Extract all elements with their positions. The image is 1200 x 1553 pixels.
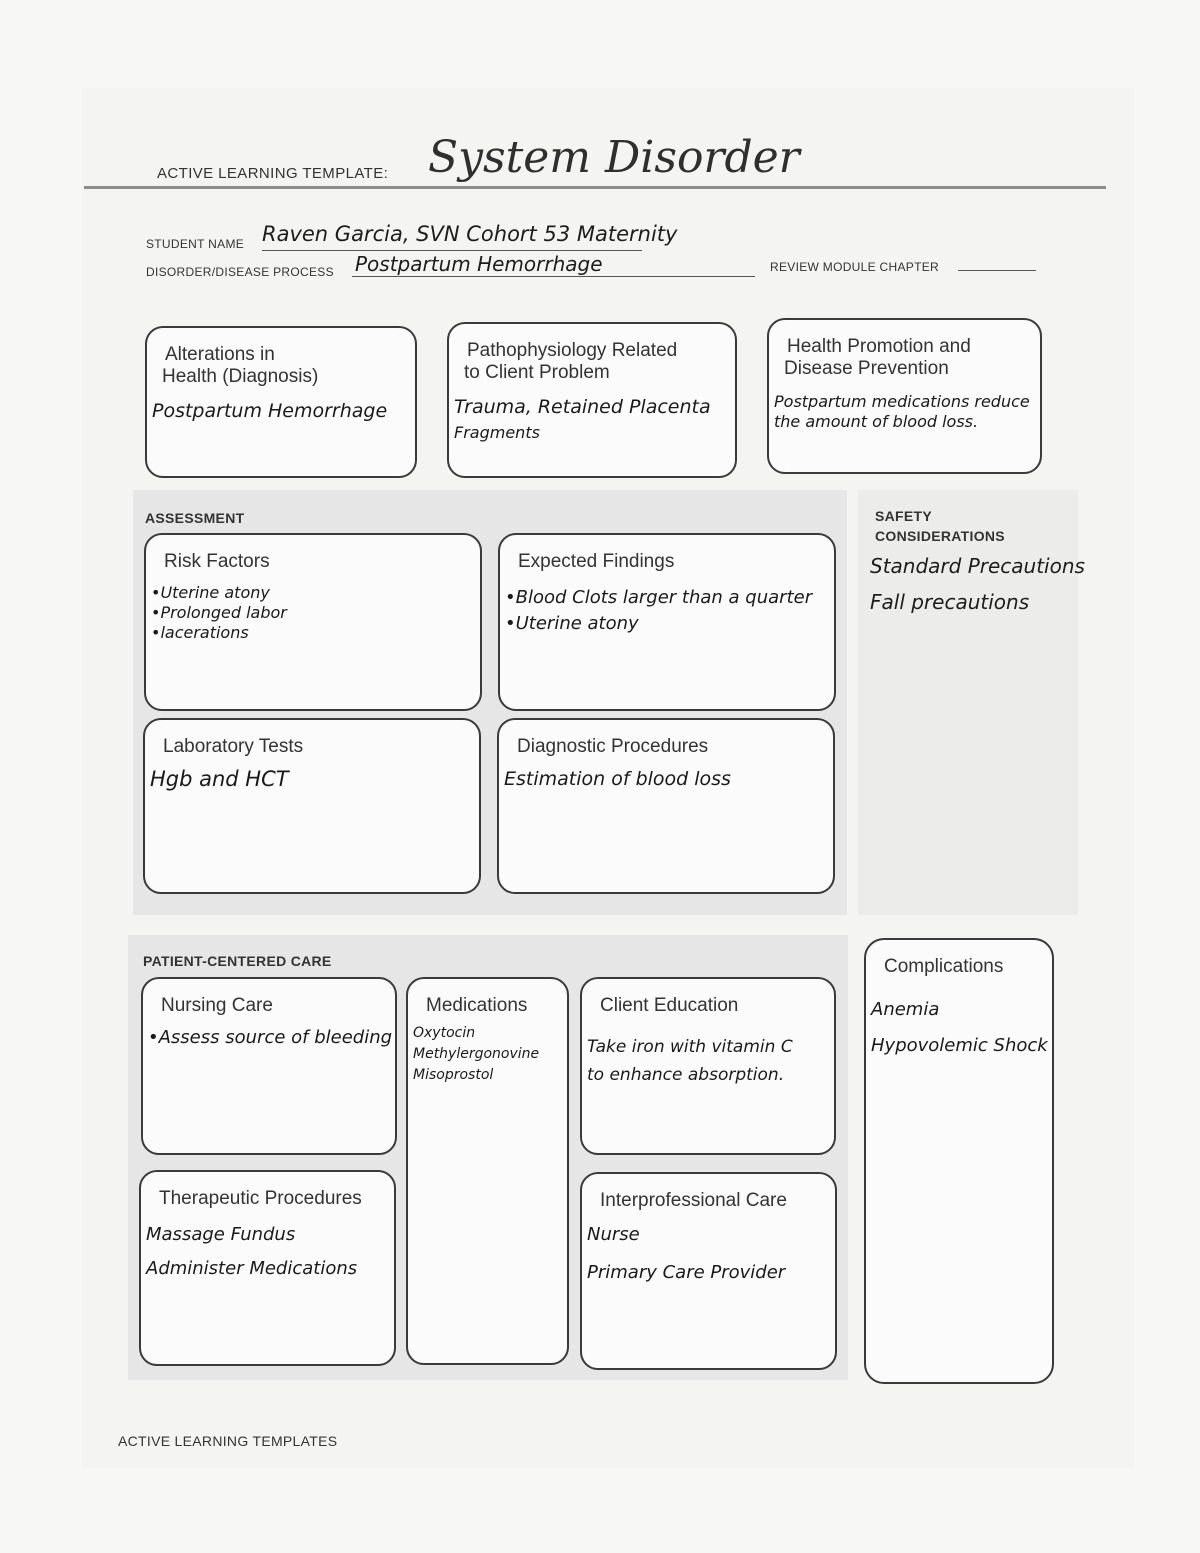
client-education-box xyxy=(580,977,836,1155)
medications-entries: Oxytocin Methylergonovine Misoprostol xyxy=(413,1025,540,1083)
diagnostic-procedures-box xyxy=(497,718,835,894)
nursing-care-entries: •Assess source of bleeding xyxy=(148,1027,393,1048)
disorder-underline xyxy=(352,276,755,277)
disorder-label: DISORDER/DISEASE PROCESS xyxy=(146,265,334,279)
alterations-title: Alterations in Health (Diagnosis) xyxy=(162,344,319,387)
template-prefix: ACTIVE LEARNING TEMPLATE: xyxy=(157,165,389,182)
header-divider xyxy=(84,186,1106,189)
diagnostic-procedures-title: Diagnostic Procedures xyxy=(517,736,709,757)
footer-text: ACTIVE LEARNING TEMPLATES xyxy=(118,1433,338,1449)
page-title: System Disorder xyxy=(428,132,800,183)
review-chapter-underline[interactable] xyxy=(958,270,1036,271)
medications-box xyxy=(406,977,569,1365)
diagnostic-procedures-entries: Estimation of blood loss xyxy=(504,768,731,790)
alterations-entries: Postpartum Hemorrhage xyxy=(152,400,388,422)
disorder-value[interactable]: Postpartum Hemorrhage xyxy=(355,252,603,276)
review-chapter-label: REVIEW MODULE CHAPTER xyxy=(770,260,939,274)
client-education-entries: Take iron with vitamin C to enhance absorption. xyxy=(587,1037,793,1085)
student-name-value[interactable]: Raven Garcia, SVN Cohort 53 Maternity xyxy=(262,222,678,246)
health-promotion-title: Health Promotion and Disease Prevention xyxy=(784,336,971,379)
pathophysiology-entries: Trauma, Retained Placenta Fragments xyxy=(454,396,711,442)
complications-box xyxy=(864,938,1054,1384)
risk-factors-entries: •Uterine atony •Prolonged labor •lacerations xyxy=(151,583,287,642)
assessment-label: ASSESSMENT xyxy=(145,510,245,526)
interprofessional-care-entries: Nurse Primary Care Provider xyxy=(587,1224,786,1283)
therapeutic-procedures-entries: Massage Fundus Administer Medications xyxy=(146,1224,358,1279)
expected-findings-box xyxy=(498,533,836,711)
expected-findings-title: Expected Findings xyxy=(518,551,675,572)
health-promotion-box xyxy=(767,318,1042,474)
risk-factors-box xyxy=(144,533,482,711)
nursing-care-box xyxy=(141,977,397,1155)
health-promotion-entries: Postpartum medications reduce the amount of blood loss. xyxy=(774,392,1030,431)
complications-title: Complications xyxy=(884,956,1004,977)
pathophysiology-title: Pathophysiology Related to Client Problem xyxy=(464,340,678,383)
laboratory-tests-box xyxy=(143,718,481,894)
interprofessional-care-box xyxy=(580,1172,837,1370)
client-education-title: Client Education xyxy=(600,995,739,1016)
medications-title: Medications xyxy=(426,995,528,1016)
laboratory-tests-entries: Hgb and HCT xyxy=(150,767,289,791)
safety-label: SAFETY CONSIDERATIONS xyxy=(875,508,1005,544)
expected-findings-entries: •Blood Clots larger than a quarter •Uterine atony xyxy=(505,587,813,634)
therapeutic-procedures-box xyxy=(139,1170,396,1366)
student-name-underline xyxy=(262,250,642,251)
interprofessional-care-title: Interprofessional Care xyxy=(600,1190,787,1211)
therapeutic-procedures-title: Therapeutic Procedures xyxy=(159,1188,362,1209)
safety-entries: Standard Precautions Fall precautions xyxy=(870,554,1085,614)
alterations-box xyxy=(145,326,417,478)
laboratory-tests-title: Laboratory Tests xyxy=(163,736,304,757)
risk-factors-title: Risk Factors xyxy=(164,551,270,572)
patient-care-label: PATIENT-CENTERED CARE xyxy=(143,953,332,969)
complications-entries: Anemia Hypovolemic Shock xyxy=(871,999,1048,1056)
pathophysiology-box xyxy=(447,322,737,478)
nursing-care-title: Nursing Care xyxy=(161,995,273,1016)
student-name-label: STUDENT NAME xyxy=(146,237,245,251)
